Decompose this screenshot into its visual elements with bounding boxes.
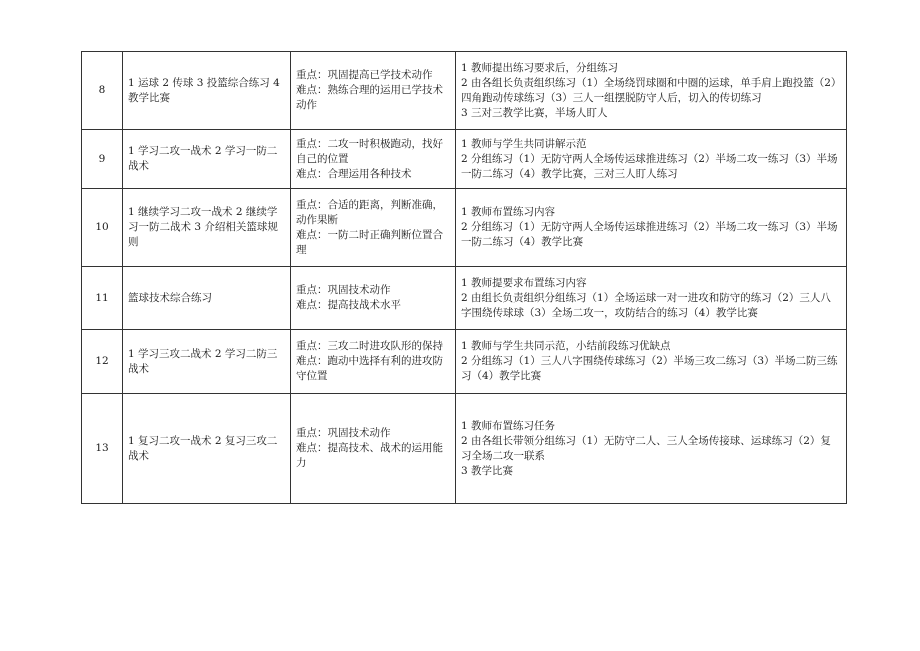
focus-key-point: 重点：二攻一时积极跑动，找好自己的位置 bbox=[296, 137, 443, 165]
lesson-focus bbox=[291, 267, 456, 330]
lesson-focus bbox=[291, 130, 456, 189]
method-step: 3 教学比赛 bbox=[461, 464, 514, 477]
lesson-content: 篮球技术综合练习 bbox=[123, 267, 291, 330]
table-row bbox=[82, 267, 847, 330]
focus-key-point: 重点：巩固技术动作 bbox=[296, 427, 391, 439]
lesson-number: 13 bbox=[82, 394, 123, 504]
focus-difficulty: 难点：提高技战术水平 bbox=[296, 299, 401, 311]
focus-key-point: 重点：巩固提高已学技术动作 bbox=[296, 69, 433, 81]
method-step: 1 教师布置练习内容 bbox=[461, 206, 556, 218]
method-step: 2 分组练习（1）无防守两人全场传运球推进练习（2）半场二攻一练习（3）半场一防二练习（4）教学比赛 bbox=[461, 221, 838, 248]
lesson-focus bbox=[291, 52, 456, 130]
method-step: 1 教师布置练习任务 bbox=[461, 419, 556, 432]
lesson-number: 8 bbox=[82, 52, 123, 130]
focus-key-point: 重点：巩固技术动作 bbox=[296, 284, 391, 296]
lesson-method bbox=[456, 330, 847, 394]
focus-difficulty: 难点：合理运用各种技术 bbox=[296, 167, 412, 180]
lesson-content: 1 继续学习二攻一战术 2 继续学习一防二战术 3 介绍相关篮球规则 bbox=[123, 189, 291, 267]
lesson-number: 10 bbox=[82, 189, 123, 267]
method-step: 2 由组长负责组织分组练习（1）全场运球一对一进攻和防守的练习（2）三人八字围绕传球球（3）全场二攻一，攻防结合的练习（4）教学比赛 bbox=[461, 291, 831, 319]
lesson-content: 1 学习三攻二战术 2 学习二防三战术 bbox=[123, 330, 291, 394]
lesson-method bbox=[456, 130, 847, 189]
method-step: 1 教师提要求布置练习内容 bbox=[461, 276, 587, 289]
lesson-focus bbox=[291, 394, 456, 504]
method-step: 2 分组练习（1）无防守两人全场传运球推进练习（2）半场二攻一练习（3）半场一防二练习（4）教学比赛，三对三人盯人练习 bbox=[461, 152, 838, 180]
focus-key-point: 重点：三攻二时进攻队形的保持 bbox=[296, 340, 443, 352]
lesson-content: 1 运球 2 传球 3 投篮综合练习 4 教学比赛 bbox=[123, 52, 291, 130]
method-step: 2 由各组长负责组织练习（1）全场绕罚球圈和中圈的运球，单手肩上跑投篮（2）四角跑动传球练习（3）三人一组摆脱防守人后，切入的传切练习 bbox=[461, 76, 837, 104]
method-step: 1 教师与学生共同讲解示范 bbox=[461, 137, 587, 150]
table-row bbox=[82, 52, 847, 130]
focus-difficulty: 难点：熟练合理的运用已学技术动作 bbox=[296, 84, 443, 111]
method-step: 2 分组练习（1）三人八字围绕传球练习（2）半场三攻二练习（3）半场二防三练习（4）教学比赛 bbox=[461, 355, 838, 382]
method-step: 1 教师提出练习要求后，分组练习 bbox=[461, 61, 619, 74]
lesson-content: 1 复习二攻一战术 2 复习三攻二战术 bbox=[123, 394, 291, 504]
table-row bbox=[82, 130, 847, 189]
lesson-content: 1 学习二攻一战术 2 学习一防二战术 bbox=[123, 130, 291, 189]
table-row bbox=[82, 330, 847, 394]
method-step: 3 三对三教学比赛，半场人盯人 bbox=[461, 106, 608, 119]
table-row bbox=[82, 394, 847, 504]
lesson-method bbox=[456, 52, 847, 130]
lesson-number: 12 bbox=[82, 330, 123, 394]
lesson-method bbox=[456, 189, 847, 267]
table-row bbox=[82, 189, 847, 267]
lesson-number: 9 bbox=[82, 130, 123, 189]
lesson-method bbox=[456, 394, 847, 504]
lesson-method bbox=[456, 267, 847, 330]
focus-difficulty: 难点：提高技术、战术的运用能力 bbox=[296, 442, 443, 469]
lesson-number: 11 bbox=[82, 267, 123, 330]
focus-key-point: 重点：合适的距离，判断准确，动作果断 bbox=[296, 198, 443, 226]
method-step: 2 由各组长带领分组练习（1）无防守二人、三人全场传接球、运球练习（2）复习全场二攻一联系 bbox=[461, 434, 831, 462]
lesson-focus bbox=[291, 330, 456, 394]
focus-difficulty: 难点：跑动中选择有利的进攻防守位置 bbox=[296, 355, 443, 382]
focus-difficulty: 难点：一防二时正确判断位置合理 bbox=[296, 228, 443, 256]
lesson-focus bbox=[291, 189, 456, 267]
method-step: 1 教师与学生共同示范，小结前段练习优缺点 bbox=[461, 340, 671, 352]
lesson-plan-table bbox=[81, 51, 847, 504]
